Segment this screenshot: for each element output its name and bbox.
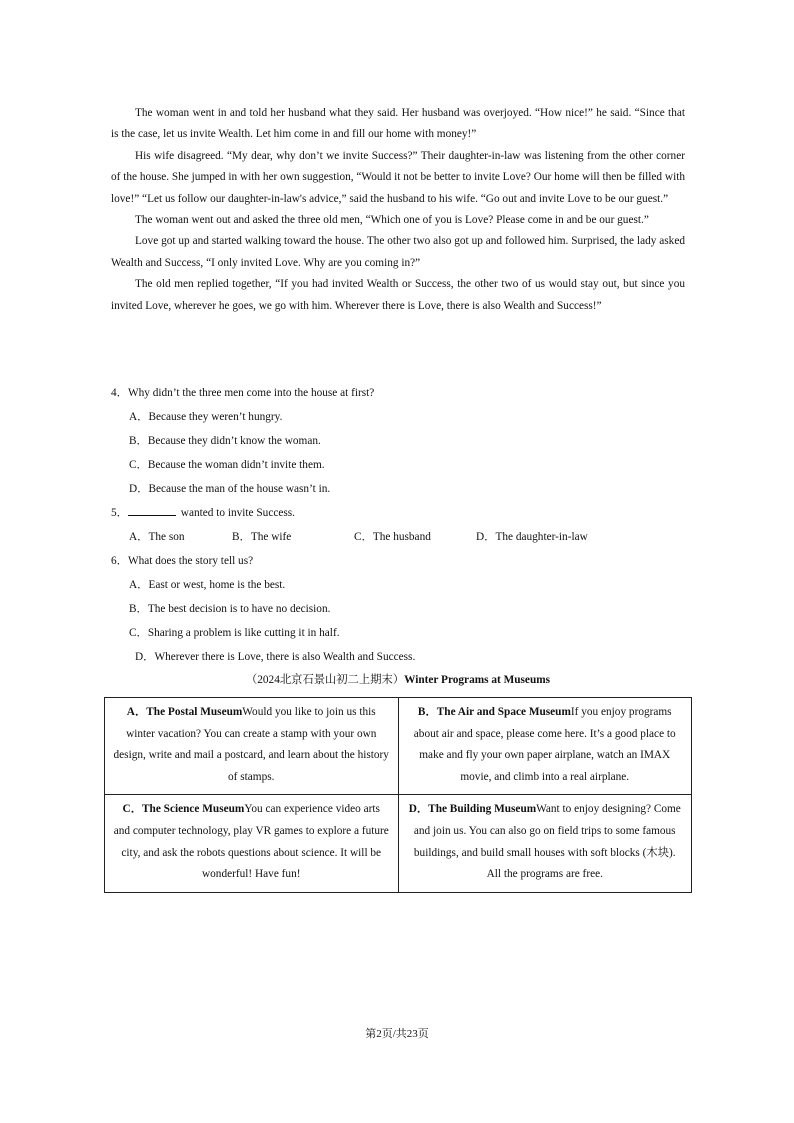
museum-cell-d: [398, 795, 692, 892]
table-row: [105, 698, 692, 795]
question-4-option-c: C．Because the woman didn’t invite them.: [129, 459, 325, 471]
section-heading: [104, 671, 692, 689]
passage-paragraph: His wife disagreed. “My dear, why don’t we invite Success?” Their daughter-in-law was listening from the other corner of the house. She jumped in with her own suggestion, “Would it not be better to invite Love? Our home will then be filled with love!” “Let us follow our daughter-in-law's advice,” said the husband to his wife. “Go out and invite Love to be our guest.”: [111, 149, 685, 205]
museum-letter: B．: [417, 706, 437, 718]
question-5-option-c: C．The husband: [354, 531, 431, 543]
reading-passage: [111, 103, 685, 317]
museum-name: The Air and Space Museum: [436, 706, 571, 718]
question-6-option-a: A．East or west, home is the best.: [129, 579, 286, 591]
question-4-stem: 4．Why didn’t the three men come into the house at first?: [111, 387, 375, 399]
question-5-option-d: D．The daughter-in-law: [476, 531, 588, 543]
museum-cell-b: [398, 698, 692, 795]
question-4-option-d: D．Because the man of the house wasn’t in.: [129, 483, 331, 495]
museum-letter: D．: [408, 803, 429, 816]
table-row: [105, 795, 692, 892]
museum-name: The Building Museum: [428, 803, 537, 816]
museum-letter: A．: [126, 706, 147, 718]
museum-description: Would you like to join us this winter vacation? You can create a stamp with your own design, write and mail a postcard, and learn about the history of stamps.: [113, 706, 389, 783]
question-4-option-a: A．Because they weren’t hungry.: [129, 411, 283, 423]
question-5-stem-text: wanted to invite Success.: [180, 507, 295, 519]
museum-cell-c: [105, 795, 399, 892]
question-5-stem: [111, 501, 691, 525]
museum-description: Want to enjoy designing? Come and join us. You can also go on field trips to some famous buildings, and build small houses with soft blocks (木块). All the programs are free.: [413, 803, 681, 881]
museum-description: If you enjoy programs about air and space, please come here. It’s a good place to make and fly your own paper airplane, watch an IMAX movie, and climb into a real airplane.: [413, 706, 676, 783]
section-source: （2024北京石景山初二上期末）: [245, 674, 405, 686]
museum-programs-table: [104, 697, 692, 893]
question-5-number: 5．: [111, 507, 128, 519]
question-5-options: [111, 525, 691, 549]
passage-paragraph: The old men replied together, “If you had invited Wealth or Success, the other two of us would stay out, but since you invited Love, wherever he goes, we go with him. Wherever there is Love, there is also Wealth and Success!”: [111, 278, 685, 312]
museum-name: The Science Museum: [142, 803, 245, 816]
question-list: [111, 381, 691, 669]
passage-paragraph: Love got up and started walking toward the house. The other two also got up and followed him. Surprised, the lady asked Wealth and Success, “I only invited Love. Why are you coming in?”: [111, 235, 685, 269]
passage-paragraph: The woman went out and asked the three old men, “Which one of you is Love? Please come in and be our guest.”: [135, 214, 649, 227]
section-title: Winter Programs at Museums: [404, 674, 551, 686]
question-4-option-b: B．Because they didn’t know the woman.: [129, 435, 321, 447]
question-6-option-c: C．Sharing a problem is like cutting it in half.: [129, 627, 340, 639]
page-number: 第2页/共23页: [365, 1028, 429, 1040]
question-5-option-b: B．The wife: [232, 531, 292, 543]
question-6-option-d: D．Wherever there is Love, there is also Wealth and Success.: [135, 651, 416, 663]
passage-paragraph: The woman went in and told her husband what they said. Her husband was overjoyed. “How nice!” he said. “Since that is the case, let us invite Wealth. Let him come in and fill our home with money!”: [111, 107, 685, 141]
question-6-stem: 6．What does the story tell us?: [111, 555, 254, 567]
museum-letter: C．: [122, 803, 143, 816]
museum-name: The Postal Museum: [146, 706, 243, 718]
answer-blank: [128, 504, 176, 516]
question-5-option-a: A．The son: [129, 531, 185, 543]
museum-cell-a: [105, 698, 399, 795]
question-6-option-b: B．The best decision is to have no decision.: [129, 603, 331, 615]
museum-description: You can experience video arts and computer technology, play VR games to explore a future city, and ask the robots questions about science. It will be wonderful! Have fun!: [113, 803, 389, 881]
